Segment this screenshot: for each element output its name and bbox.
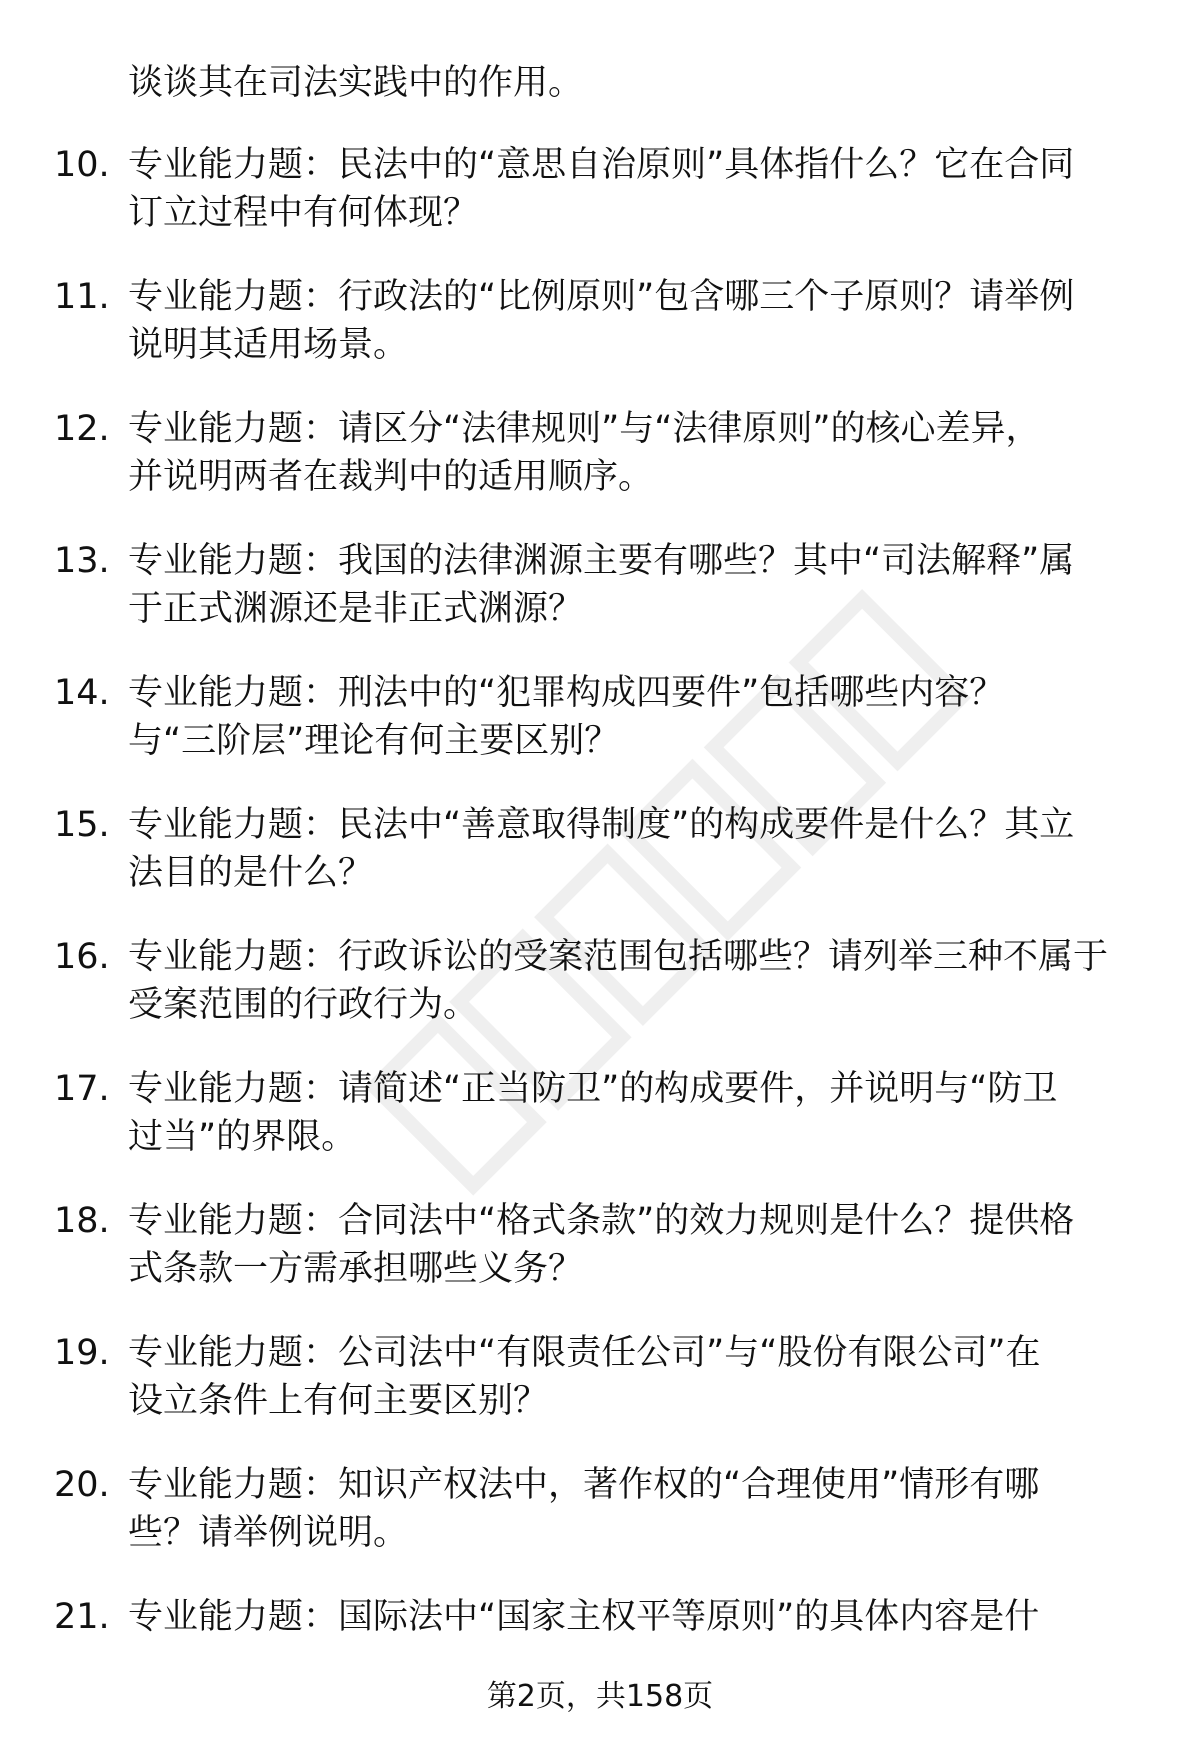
question-text-line: 与“三阶层”理论有何主要区别？ xyxy=(128,721,620,761)
question-text-line: 专业能力题：请区分“法律规则”与“法律原则”的核心差异， xyxy=(128,409,1041,449)
question-text-line: 法目的是什么？ xyxy=(128,853,374,893)
list-item xyxy=(0,404,1200,536)
question-text-line: 受案范围的行政行为。 xyxy=(128,985,479,1025)
question-text-line: 专业能力题：公司法中“有限责任公司”与“股份有限公司”在 xyxy=(128,1333,1041,1373)
question-text-line: 专业能力题：合同法中“格式条款”的效力规则是什么？提供格 xyxy=(128,1201,1075,1241)
list-item xyxy=(0,536,1200,668)
question-text-line: 些？请举例说明。 xyxy=(128,1513,409,1553)
question-number: 10. xyxy=(54,145,110,185)
list-item xyxy=(0,932,1200,1064)
question-number: 11. xyxy=(54,277,110,317)
question-number: 12. xyxy=(54,409,110,449)
list-item xyxy=(0,272,1200,404)
question-text-line: 专业能力题：行政法的“比例原则”包含哪三个子原则？请举例 xyxy=(128,277,1075,317)
list-item xyxy=(0,1328,1200,1460)
question-text-line: 专业能力题：知识产权法中，著作权的“合理使用”情形有哪 xyxy=(128,1465,1040,1505)
question-number: 13. xyxy=(54,541,110,581)
list-item xyxy=(0,668,1200,800)
list-item xyxy=(0,1460,1200,1592)
list-item xyxy=(0,140,1200,272)
question-text-line: 说明其适用场景。 xyxy=(128,325,409,365)
question-list xyxy=(0,140,1200,1724)
question-text-line: 专业能力题：请简述“正当防卫”的构成要件，并说明与“防卫 xyxy=(128,1069,1058,1109)
question-number: 15. xyxy=(54,805,110,845)
list-item xyxy=(0,1064,1200,1196)
question-text-line: 专业能力题：行政诉讼的受案范围包括哪些？请列举三种不属于 xyxy=(128,937,1109,977)
question-text-line: 专业能力题：刑法中的“犯罪构成四要件”包括哪些内容？ xyxy=(128,673,1005,713)
question-text-line: 订立过程中有何体现？ xyxy=(128,193,479,233)
question-text-line: 过当”的界限。 xyxy=(128,1117,357,1157)
continuation-text: 谈谈其在司法实践中的作用。 xyxy=(128,63,584,103)
question-number: 16. xyxy=(54,937,110,977)
list-item xyxy=(0,1196,1200,1328)
question-number: 14. xyxy=(54,673,110,713)
question-text-line: 专业能力题：我国的法律渊源主要有哪些？其中“司法解释”属 xyxy=(128,541,1075,581)
question-text-line: 专业能力题：民法中“善意取得制度”的构成要件是什么？其立 xyxy=(128,805,1075,845)
question-text-line: 于正式渊源还是非正式渊源？ xyxy=(128,589,584,629)
question-number: 17. xyxy=(54,1069,110,1109)
list-item xyxy=(0,800,1200,932)
page-footer: 第2页，共158页 xyxy=(486,1679,714,1714)
question-text-line: 并说明两者在裁判中的适用顺序。 xyxy=(128,457,654,497)
question-number: 19. xyxy=(54,1333,110,1373)
question-number: 21. xyxy=(54,1597,110,1637)
question-number: 18. xyxy=(54,1201,110,1241)
question-text-line: 式条款一方需承担哪些义务？ xyxy=(128,1249,584,1289)
question-text-line: 设立条件上有何主要区别？ xyxy=(128,1381,549,1421)
question-text-line: 专业能力题：民法中的“意思自治原则”具体指什么？它在合同 xyxy=(128,145,1075,185)
question-text-line: 专业能力题：国际法中“国家主权平等原则”的具体内容是什 xyxy=(128,1597,1040,1637)
question-number: 20. xyxy=(54,1465,110,1505)
